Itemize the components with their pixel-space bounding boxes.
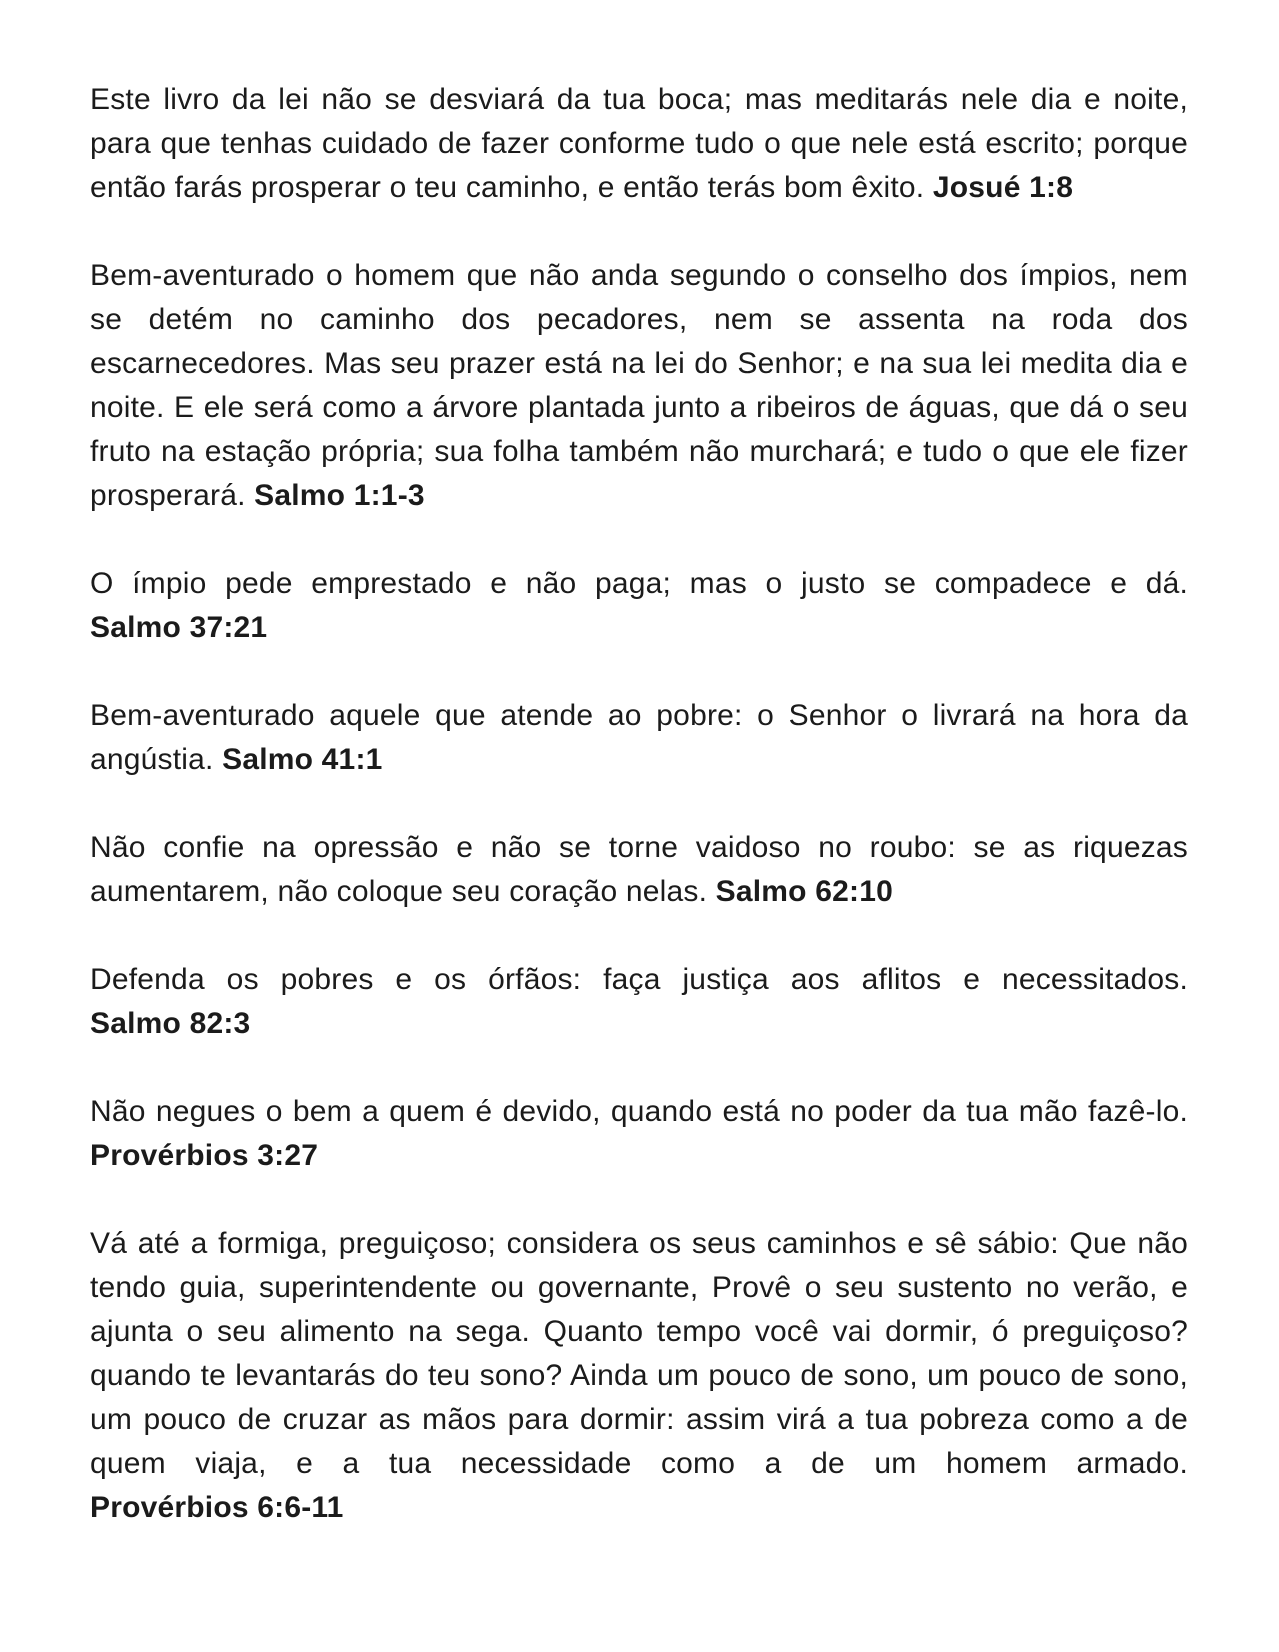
verse-reference: Provérbios 3:27 — [90, 1139, 319, 1172]
verse-paragraph — [90, 78, 1188, 210]
verse-list — [90, 78, 1188, 1530]
verse-text: Defenda os pobres e os órfãos: faça justiça aos aflitos e necessitados. — [90, 963, 1188, 996]
verse-text: Este livro da lei não se desviará da tua boca; mas meditarás nele dia e noite, para que tenhas cuidado de fazer conforme tudo o que nele está escrito; porque então farás prosperar o teu caminho, e então terás bom êxito. — [90, 83, 1188, 204]
verse-paragraph — [90, 694, 1188, 782]
verse-reference: Salmo 1:1-3 — [254, 479, 425, 512]
verse-text: Não confie na opressão e não se torne vaidoso no roubo: se as riquezas aumentarem, não coloque seu coração nelas. — [90, 831, 1188, 908]
verse-reference: Salmo 82:3 — [90, 1007, 251, 1040]
verse-reference: Provérbios 6:6-11 — [90, 1491, 344, 1524]
verse-reference: Salmo 41:1 — [222, 743, 383, 776]
verse-text: Bem-aventurado aquele que atende ao pobre: o Senhor o livrará na hora da angústia. — [90, 699, 1188, 776]
verse-text: Bem-aventurado o homem que não anda segundo o conselho dos ímpios, nem se detém no caminho dos pecadores, nem se assenta na roda dos escarnecedores. Mas seu prazer está na lei do Senhor; e na sua lei medita dia e noite. E ele será como a árvore plantada junto a ribeiros de águas, que dá o seu fruto na estação própria; sua folha também não murchará; e tudo o que ele fizer prosperará. — [90, 259, 1188, 512]
verse-text: O ímpio pede emprestado e não paga; mas o justo se compadece e dá. — [90, 567, 1188, 600]
verse-paragraph — [90, 958, 1188, 1046]
verse-text: Vá até a formiga, preguiçoso; considera os seus caminhos e sê sábio: Que não tendo guia, superintendente ou governante, Provê o seu sustento no verão, e ajunta o seu alimento na sega. Quanto tempo você vai dormir, ó preguiçoso? quando te levantarás do teu sono? Ainda um pouco de sono, um pouco de sono, um pouco de cruzar as mãos para dormir: assim virá a tua pobreza como a de quem viaja, e a tua necessidade como a de um homem armado. — [90, 1227, 1188, 1480]
verse-reference: Josué 1:8 — [932, 171, 1074, 204]
verse-paragraph — [90, 1090, 1188, 1178]
verse-reference: Salmo 37:21 — [90, 611, 268, 644]
verse-paragraph — [90, 826, 1188, 914]
verse-paragraph — [90, 562, 1188, 650]
verse-text: Não negues o bem a quem é devido, quando está no poder da tua mão fazê-lo. — [90, 1095, 1188, 1128]
verse-paragraph — [90, 1222, 1188, 1530]
verse-paragraph — [90, 254, 1188, 518]
verse-reference: Salmo 62:10 — [715, 875, 893, 908]
